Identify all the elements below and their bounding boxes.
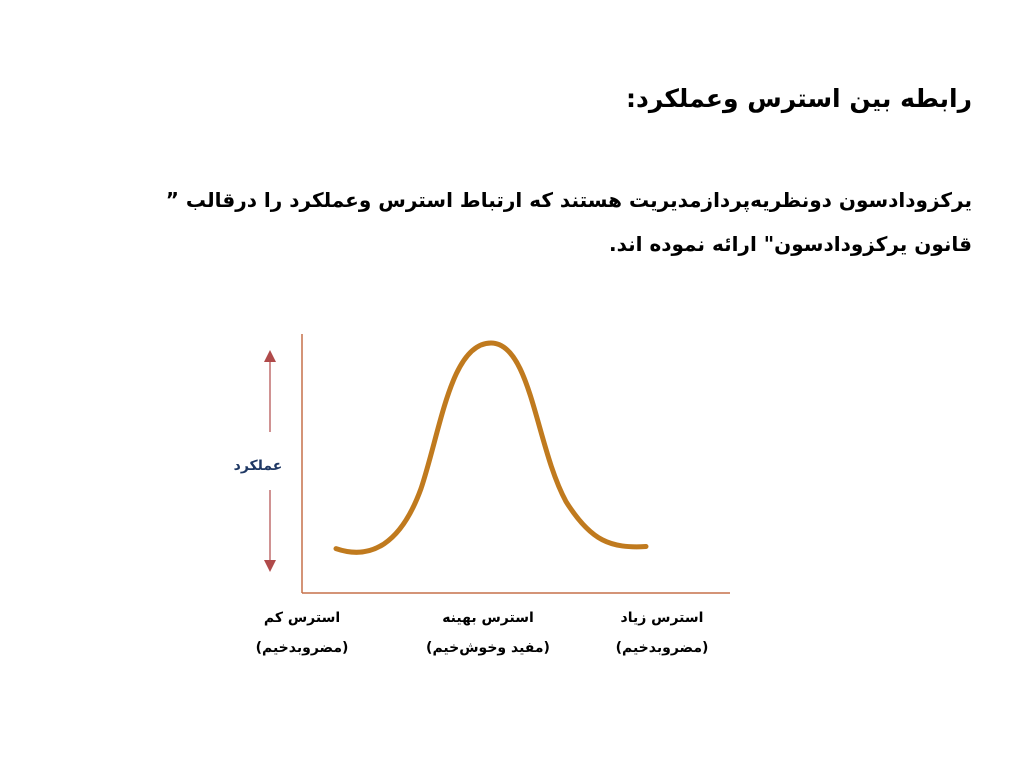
- x-label-high-note: (مضروبدخیم): [615, 640, 709, 656]
- body-line-1: یرکزودادسون دونظریه‌پردازمدیریت هستند که ارتباط استرس وعملکرد را درقالب ”: [165, 188, 972, 212]
- x-label-optimal: [388, 603, 588, 663]
- x-label-high: [562, 603, 762, 663]
- body-line-2: قانون یرکزودادسون" ارائه نموده اند.: [608, 232, 972, 256]
- x-label-low-note: (مضروبدخیم): [255, 640, 349, 656]
- x-label-low: [202, 603, 402, 663]
- x-label-optimal-note: (مفید وخوش‌خیم): [426, 640, 550, 656]
- x-label-high-title: استرس زیاد: [620, 610, 704, 626]
- x-label-low-title: استرس کم: [263, 610, 341, 626]
- y-axis-label: عملکرد: [233, 458, 283, 474]
- x-label-optimal-title: استرس بهینه: [442, 610, 534, 626]
- slide-title: رابطه بین استرس وعملکرد:: [626, 84, 972, 113]
- performance-curve: [336, 343, 646, 552]
